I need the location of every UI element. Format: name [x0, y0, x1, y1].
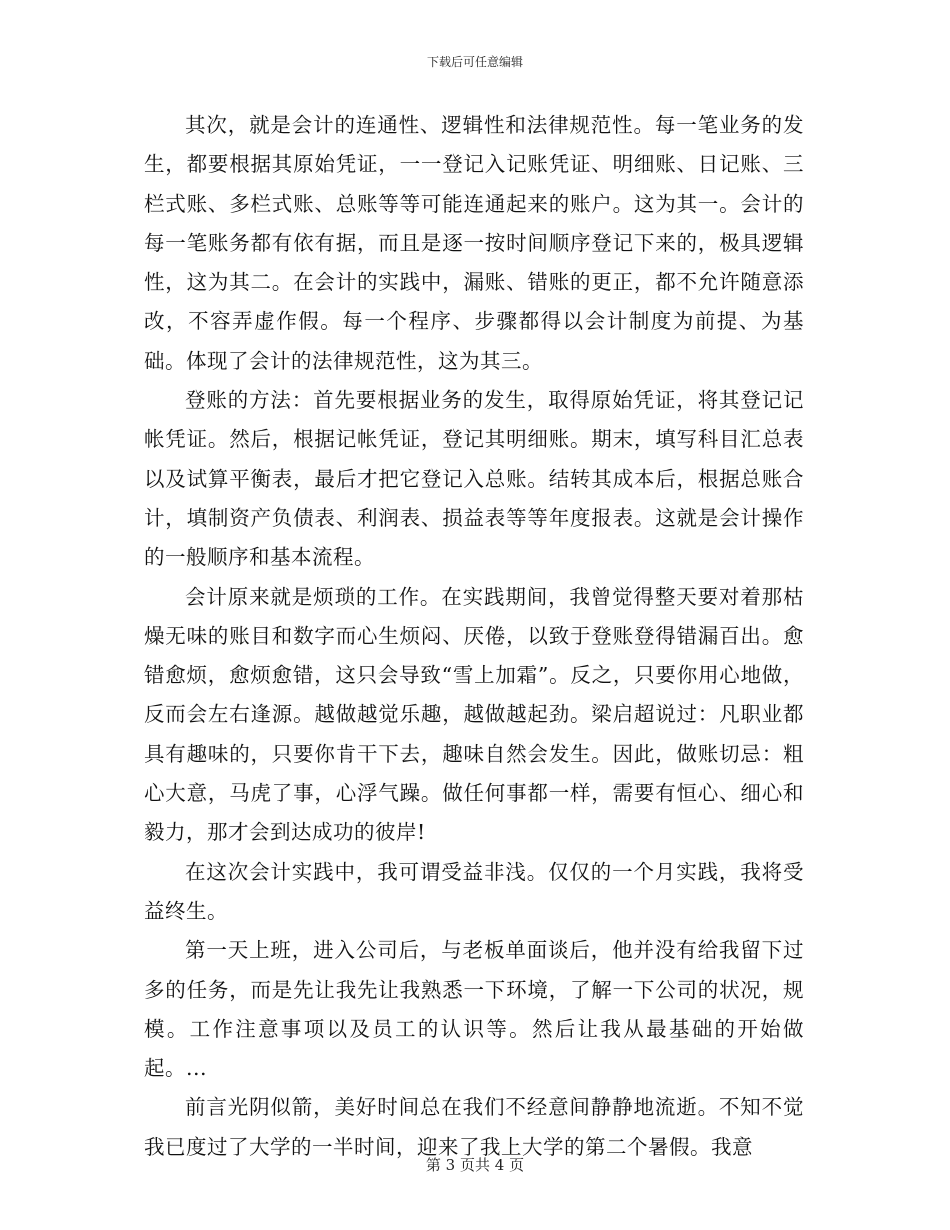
paragraph-benefit: 在这次会计实践中，我可谓受益非浅。仅仅的一个月实践，我将受益终生。: [144, 859, 804, 923]
page-footer: 第 3 页共 4 页: [425, 1156, 525, 1174]
document-body: [144, 106, 804, 1167]
paragraph-continuity: 其次，就是会计的连通性、逻辑性和法律规范性。每一笔业务的发生，都要根据其原始凭证，一一登记入记账凭证、明细账、日记账、三栏式账、多栏式账、总账等等可能连通起来的账户。这为其一。会计的每一笔账务都有依有据，而且是逐一按时间顺序登记下来的，极具逻辑性，这为其二。在会计的实践中，漏账、错账的更正，都不允许随意添改，不容弄虚作假。每一个程序、步骤都得以会计制度为前提、为基础。体现了会计的法律规范性，这为其三。: [144, 113, 804, 373]
paragraph-preface: 前言光阴似箭，美好时间总在我们不经意间静静地流逝。不知不觉我已度过了大学的一半时间，迎来了我上大学的第二个暑假。我意: [144, 1095, 804, 1159]
paragraph-posting-method: 登账的方法：首先要根据业务的发生，取得原始凭证，将其登记记帐凭证。然后，根据记帐凭证，登记其明细账。期末，填写科目汇总表以及试算平衡表，最后才把它登记入总账。结转其成本后，根据总账合计，填制资产负债表、利润表、损益表等等年度报表。这就是会计操作的一般顺序和基本流程。: [144, 388, 804, 570]
paragraph-first-day: 第一天上班，进入公司后，与老板单面谈后，他并没有给我留下过多的任务，而是先让我先让我熟悉一下环境，了解一下公司的状况，规模。工作注意事项以及员工的认识等。然后让我从最基础的开始做起。...: [144, 938, 804, 1081]
page-header: 下载后可任意编辑: [426, 55, 523, 69]
paragraph-tedious-work: 会计原来就是烦琐的工作。在实践期间，我曾觉得整天要对着那枯燥无味的账目和数字而心生烦闷、厌倦，以致于登账登得错漏百出。愈错愈烦，愈烦愈错，这只会导致“雪上加霜”。反之，只要你用心地做，反而会左右逢源。越做越觉乐趣，越做越起劲。梁启超说过：凡职业都具有趣味的，只要你肯干下去，趣味自然会发生。因此，做账切忌：粗心大意，马虎了事，心浮气躁。做任何事都一样，需要有恒心、细心和毅力，那才会到达成功的彼岸!: [144, 584, 804, 845]
